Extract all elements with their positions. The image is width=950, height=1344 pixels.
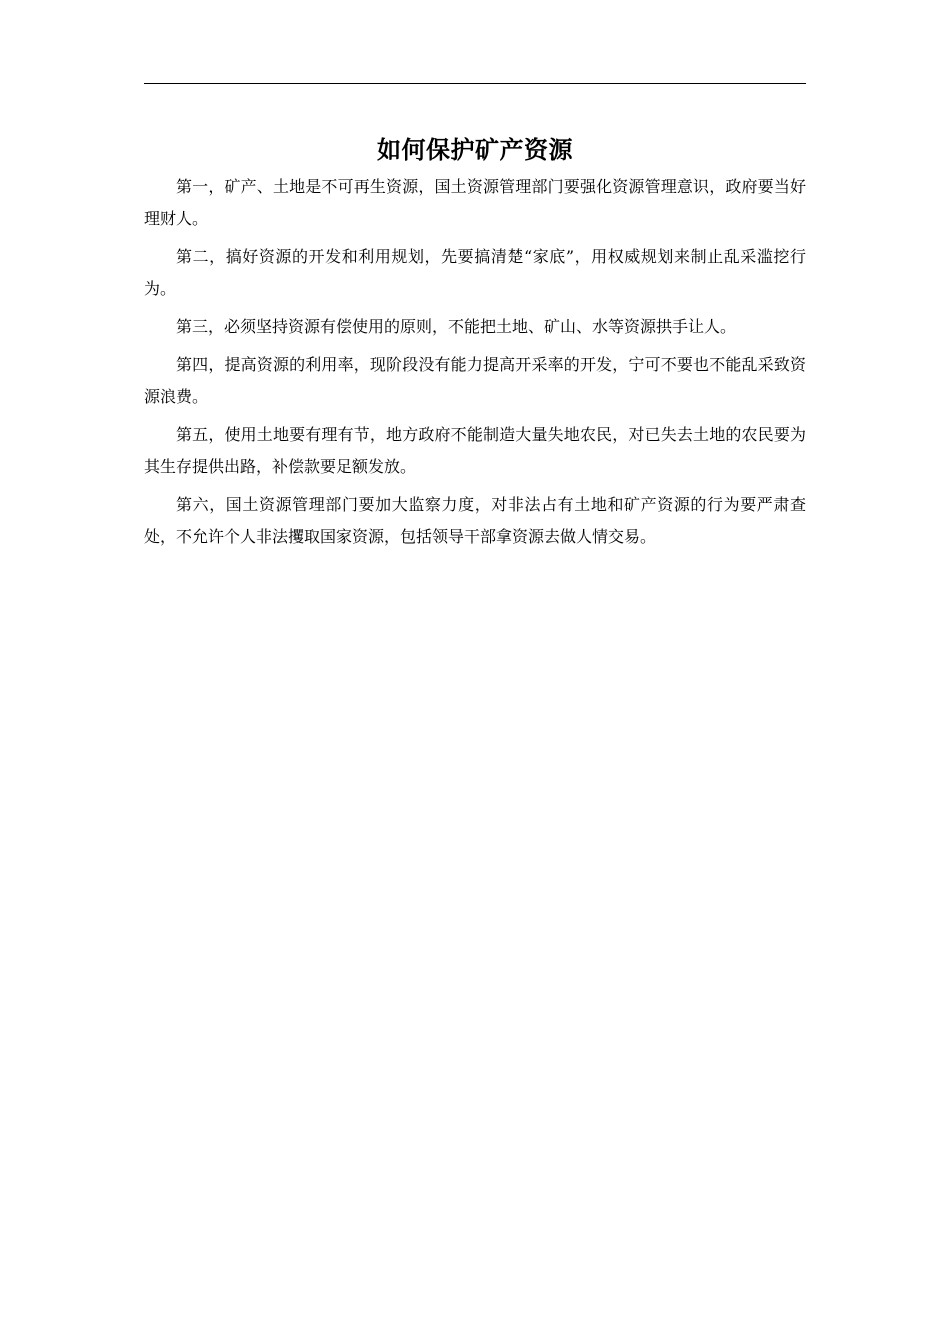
paragraph-5: 第五，使用土地要有理有节，地方政府不能制造大量失地农民，对已失去土地的农民要为其生存提供出路，补偿款要足额发放。 xyxy=(144,425,806,476)
paragraph-3: 第三，必须坚持资源有偿使用的原则，不能把土地、矿山、水等资源拱手让人。 xyxy=(176,317,737,336)
document-title: 如何保护矿产资源 xyxy=(377,135,573,164)
paragraph-1: 第一，矿产、土地是不可再生资源，国土资源管理部门要强化资源管理意识，政府要当好理财人。 xyxy=(144,177,806,228)
header-rule xyxy=(144,83,806,84)
paragraph-6: 第六，国土资源管理部门要加大监察力度，对非法占有土地和矿产资源的行为要严肃查处，不允许个人非法攫取国家资源，包括领导干部拿资源去做人情交易。 xyxy=(144,495,806,546)
document-body xyxy=(144,171,806,559)
paragraph-2: 第二，搞好资源的开发和利用规划，先要搞清楚“家底”，用权威规划来制止乱采滥挖行为。 xyxy=(144,247,806,298)
paragraph-4: 第四，提高资源的利用率，现阶段没有能力提高开采率的开发，宁可不要也不能乱采致资源浪费。 xyxy=(144,355,806,406)
